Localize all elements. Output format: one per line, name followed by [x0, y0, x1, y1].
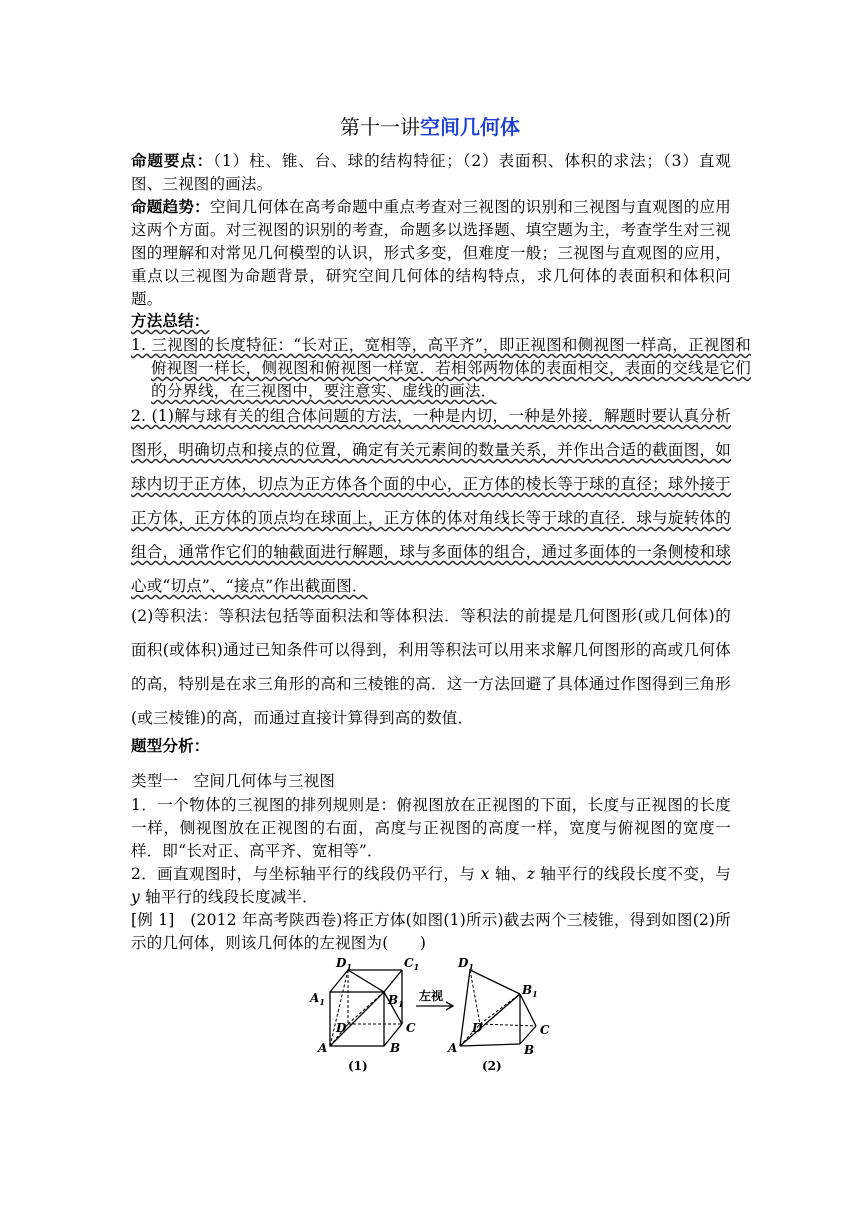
solid-edge	[460, 970, 470, 1046]
label-A1-letter: A	[310, 991, 320, 1005]
hidden-edge	[480, 994, 520, 1024]
qushi-paragraph	[131, 196, 731, 311]
label-B: B	[390, 1041, 401, 1055]
rule-2-z: z	[526, 865, 536, 883]
rule-2-x: x	[480, 865, 490, 883]
method-item-2b-text: (2)等积法：等积法包括等面积法和等体积法．等积法的前提是几何图形(或几何体)的面积(或体积)通过已知条件可以得到，利用等积法可以用来求解几何图形的高或几何体的高，特别是在求三角形的高和三棱锥的高．这一方法回避了具体通过作图得到三角形(或三棱锥)的高，而通过直接计算得到高的数值．	[131, 607, 731, 727]
example-1	[131, 909, 731, 955]
label2-C: C	[540, 1023, 550, 1037]
type1-heading	[131, 770, 731, 793]
rule-2-text-b: 轴、	[489, 865, 527, 883]
label-C1-sub: 1	[413, 962, 420, 972]
label-B1-sub: 1	[398, 999, 404, 1009]
cube-edge	[384, 970, 402, 992]
caption-2: (2)	[482, 1059, 502, 1073]
label-D1-letter: D	[336, 956, 347, 970]
label2-D1-sub: 1	[468, 962, 474, 972]
type1-text: 类型一 空间几何体与三视图	[131, 772, 336, 790]
method-item-2b	[131, 599, 731, 735]
solid-edge	[470, 970, 520, 994]
page-title	[0, 113, 860, 141]
arrow-label: 左视	[419, 989, 444, 1003]
label2-D1	[457, 956, 474, 972]
rule-2-text-d: 轴平行的线段长度减半．	[139, 888, 318, 906]
qushi-label: 命题趋势：	[131, 198, 210, 216]
label-A: A	[318, 1041, 328, 1055]
fangfa-heading	[131, 310, 731, 333]
caption-1: (1)	[348, 1059, 368, 1073]
label2-B1-letter: B	[522, 983, 533, 997]
label-C1-letter: C	[404, 956, 414, 970]
rule-2-text-a: 2．画直观图时，与坐标轴平行的线段仍平行，与	[131, 865, 481, 883]
mingti-paragraph	[131, 150, 731, 196]
label-D: D	[336, 1021, 347, 1035]
cube-figure	[300, 954, 560, 1074]
example-1-text: [例 1] (2012 年高考陕西卷)将正方体(如图(1)所示)截去两个三棱锥，得到如图(2)所示的几何体，则该几何体的左视图为( )	[131, 911, 731, 952]
method-item-2a-text: 2. (1)解与球有关的组合体问题的方法，一种是内切，一种是外接．解题时要认真分析图形，明确切点和接点的位置，确定有关元素间的数量关系，并作出合适的截面图，如球内切于正方体，切点为正方体各个面的中心，正方体的棱长等于球的直径；球外接于正方体，正方体的顶点均在球面上，正方体的体对角线长等于球的直径．球与旋转体的组合，通常作它们的轴截面进行解题，球与多面体的组合，通过多面体的一条侧棱和球心或“切点”、“接点”作出截面图．	[131, 407, 731, 595]
solid-edge	[520, 1026, 536, 1044]
rule-1	[131, 794, 731, 863]
tixing-heading	[131, 735, 731, 758]
rule-2-y: y	[131, 888, 140, 906]
label2-A: A	[448, 1041, 458, 1055]
solid-edge	[460, 1044, 520, 1046]
label-A1-sub: 1	[319, 997, 325, 1007]
title-prefix: 第十一讲	[340, 115, 420, 139]
label-D1	[335, 956, 352, 972]
label-B1	[387, 993, 404, 1009]
label2-D: D	[472, 1021, 483, 1035]
mingti-text: （1）柱、锥、台、球的结构特征；（2）表面积、体积的求法；（3）直观图、三视图的画法。	[131, 152, 731, 193]
label-C1	[404, 956, 419, 972]
rule-2	[131, 863, 731, 909]
arrow-icon	[416, 1002, 453, 1010]
label2-B1	[521, 983, 538, 999]
cube-edge	[348, 970, 384, 992]
hidden-edge	[348, 992, 384, 1024]
label-D1-sub: 1	[346, 962, 352, 972]
rule-2-text-c: 轴平行的线段长度不变，与	[535, 865, 731, 883]
label2-D1-letter: D	[458, 956, 469, 970]
hidden-edge	[470, 970, 480, 1024]
method-item-2a	[131, 399, 731, 603]
label-C: C	[406, 1021, 416, 1035]
rule-1-text: 1．一个物体的三视图的排列规则是：俯视图放在正视图的下面，长度与正视图的长度一样，侧视图放在正视图的右面，高度与正视图的高度一样，宽度与俯视图的宽度一样．即“长对正、高平齐、宽相等”．	[131, 796, 731, 860]
method-item-1	[131, 334, 751, 403]
cube-diagonal	[330, 992, 384, 1046]
tixing-label: 题型分析：	[131, 737, 210, 755]
qushi-text: 空间几何体在高考命题中重点考查对三视图的识别和三视图与直观图的应用这两个方面。对三视图的识别的考查，命题多以选择题、填空题为主，考查学生对三视图的理解和对常见几何模型的认识，形式多变，但难度一般；三视图与直观图的应用，重点以三视图为命题背景，研究空间几何体的结构特点，求几何体的表面积和体积问题。	[131, 198, 731, 308]
solid-edge	[460, 994, 520, 1046]
cube-figure-svg	[300, 954, 560, 1074]
label-B1-letter: B	[388, 993, 399, 1007]
label2-B: B	[524, 1043, 535, 1057]
mingti-label: 命题要点：	[131, 152, 214, 170]
label2-B1-sub: 1	[532, 989, 538, 999]
fangfa-label: 方法总结：	[131, 312, 210, 330]
title-main: 空间几何体	[420, 115, 520, 139]
method-item-1-text: 1. 三视图的长度特征：“长对正，宽相等，高平齐”，即正视图和侧视图一样高，正视图和俯视图一样长，侧视图和俯视图一样宽．若相邻两物体的表面相交，表面的交线是它们的分界线，在三视图中，要注意实、虚线的画法．	[131, 336, 751, 400]
label-A1	[309, 991, 325, 1007]
hidden-edge	[480, 1024, 536, 1026]
solid-2-labels	[447, 956, 550, 1073]
